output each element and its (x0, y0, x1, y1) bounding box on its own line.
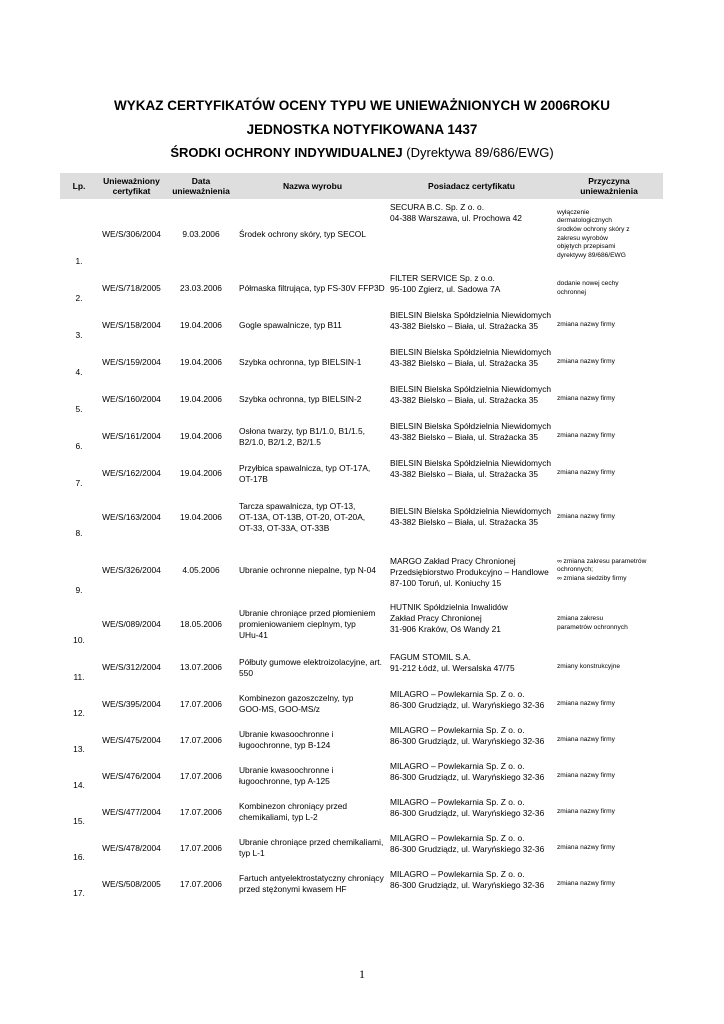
invalidation-date: 19.04.2006 (180, 357, 222, 367)
certificate-holder-line: MILAGRO – Powlekarnia Sp. Z o. o. (390, 725, 525, 735)
invalidation-reason (555, 830, 663, 866)
product-name-line: Półbuty gumowe elektroizolacyjne, art. (239, 656, 382, 667)
invalidation-reason (555, 722, 663, 758)
invalidation-date: 19.04.2006 (180, 394, 222, 404)
product-name (237, 418, 388, 455)
certificate-holder-line: BIELSIN Bielska Spółdzielnia Niewidomych (390, 458, 552, 468)
certificate-holder (388, 866, 555, 902)
certificate-number: WE/S/475/2004 (102, 734, 161, 745)
certificate-number: WE/S/162/2004 (102, 468, 161, 478)
certificate-holder-line: MILAGRO – Powlekarnia Sp. Z o. o. (390, 797, 525, 807)
certificate-holder (388, 542, 555, 599)
product-name-line: Szybka ochronna, typ BIELSIN-1 (239, 357, 362, 367)
row-number: 17. (73, 888, 85, 898)
certificate-holder (388, 344, 555, 381)
invalidation-reason (555, 307, 663, 344)
table-row (60, 418, 663, 455)
table-row (60, 381, 663, 418)
certificate-holder (388, 199, 555, 270)
table-row (60, 599, 663, 649)
certificate-holder-line: SECURA B.C. Sp. Z o. o. (390, 202, 485, 212)
certificate-holder-line: BIELSIN Bielska Spółdzielnia Niewidomych (390, 506, 552, 516)
row-number: 3. (75, 330, 83, 340)
product-name (237, 866, 388, 902)
invalidation-reason-line: dyrektywy 89/686/EWG (557, 251, 626, 259)
table-body (60, 199, 663, 902)
invalidation-reason-line: zmiana nazwy firmy (557, 321, 615, 329)
product-name-line: Ubranie kwasoochronne i (239, 729, 334, 739)
invalidation-reason-line: objętych przepisami (557, 243, 616, 251)
certificate-number: WE/S/161/2004 (102, 431, 161, 441)
certificate-number: WE/S/089/2004 (102, 618, 161, 629)
certificate-holder-line: HUTNIK Spółdzielnia Inwalidów (390, 602, 508, 612)
invalidation-reason-line: zmiana nazwy firmy (557, 469, 615, 477)
certificate-holder-line: 31-906 Kraków, Oś Wandy 21 (390, 624, 501, 634)
certificate-number: WE/S/395/2004 (102, 698, 161, 709)
row-number: 4. (75, 367, 83, 377)
row-number: 14. (73, 780, 85, 790)
invalidation-reason (555, 542, 663, 599)
invalidation-reason-line: ochronnej (557, 288, 586, 296)
row-number: 13. (73, 744, 85, 754)
certificate-holder-line: BIELSIN Bielska Spółdzielnia Niewidomych (390, 421, 552, 431)
certificate-holder-line: 43-382 Bielsko – Biała, ul. Strażacka 35 (390, 517, 539, 527)
certificate-holder-line: Zakład Pracy Chronionej (390, 613, 482, 623)
invalidation-reason-line: zmiana zakresu (557, 615, 604, 623)
product-name (237, 381, 388, 418)
invalidation-date: 19.04.2006 (180, 468, 222, 478)
certificate-number: WE/S/159/2004 (102, 357, 161, 367)
invalidation-date: 17.07.2006 (180, 842, 222, 853)
certificate-holder-line (390, 495, 553, 506)
invalidation-date: 13.07.2006 (180, 662, 222, 672)
certificate-holder-line: MILAGRO – Powlekarnia Sp. Z o. o. (390, 869, 525, 879)
document-subtitle: JEDNOSTKA NOTYFIKOWANA 1437 (246, 122, 478, 137)
product-name-line: promieniowaniem cieplnym, typ (239, 618, 356, 629)
column-header-date-line2: unieważnienia (172, 186, 230, 196)
certificate-holder-line: 86-300 Grudziądz, ul. Waryńskiego 32-36 (390, 880, 545, 890)
table-header-row (60, 173, 663, 199)
certificate-holder-line: FILTER SERVICE Sp. z o.o. (390, 273, 495, 283)
certificate-holder (388, 830, 555, 866)
certificate-holder-line: 86-300 Grudziądz, ul. Waryńskiego 32-36 (390, 700, 545, 710)
invalidation-reason (555, 455, 663, 492)
product-name (237, 542, 388, 599)
certificate-holder-line: BIELSIN Bielska Spółdzielnia Niewidomych (390, 347, 552, 357)
certificate-number: WE/S/306/2004 (102, 229, 161, 239)
invalidation-date: 17.07.2006 (180, 698, 222, 709)
product-name-line: Osłona twarzy, typ B1/1.0, B1/1.5, (239, 425, 365, 436)
certificate-holder-line: MARGO Zakład Pracy Chronionej (390, 556, 516, 566)
product-name-line: ługoochronne, typ A-125 (239, 776, 330, 786)
product-name (237, 722, 388, 758)
invalidation-reason-line: zmiana nazwy firmy (557, 699, 615, 707)
row-number: 5. (75, 404, 83, 414)
certificate-holder-line: 91-212 Łódź, ul. Wersalska 47/75 (390, 663, 515, 673)
invalidation-reason (555, 418, 663, 455)
product-name-line: Półmaska filtrująca, typ FS-30V FFP3D (239, 283, 385, 293)
invalidation-reason (555, 758, 663, 794)
table-row (60, 794, 663, 830)
row-number: 9. (75, 585, 83, 595)
certificate-holder (388, 418, 555, 455)
invalidation-reason (555, 794, 663, 830)
invalidation-reason-line: zmiana nazwy firmy (557, 358, 615, 366)
product-name-line: ługoochronne, typ B-124 (239, 740, 331, 750)
certificate-holder (388, 307, 555, 344)
column-header-product-name: Nazwa wyrobu (237, 173, 388, 199)
certificate-holder-line: 04-388 Warszawa, ul. Prochowa 42 (390, 213, 522, 223)
product-name (237, 199, 388, 270)
table-row (60, 830, 663, 866)
certificate-number: WE/S/326/2004 (102, 565, 161, 575)
invalidation-reason-line: zmiana nazwy firmy (557, 512, 615, 520)
invalidation-date: 23.03.2006 (180, 283, 222, 293)
invalidation-reason-line: wyłączenie (557, 208, 590, 216)
certificate-holder-line: Przedsiębiorstwo Produkcyjno – Handlowe (390, 567, 549, 577)
product-name (237, 686, 388, 722)
table-row (60, 270, 663, 307)
table-row (60, 307, 663, 344)
column-header-certificate (98, 173, 165, 199)
product-name (237, 649, 388, 686)
invalidation-date: 17.07.2006 (180, 770, 222, 781)
product-name (237, 270, 388, 307)
product-name (237, 492, 388, 542)
column-header-reason-line2: unieważnienia (580, 186, 638, 196)
invalidation-date: 17.07.2006 (180, 878, 222, 889)
certificate-holder (388, 722, 555, 758)
invalidation-reason-line: ∞ zmiana siedziby firmy (557, 574, 627, 582)
product-name-line: typ L-1 (239, 848, 265, 858)
certificate-holder-line: 86-300 Grudziądz, ul. Waryńskiego 32-36 (390, 772, 545, 782)
certificate-holder-line: 43-382 Bielsko – Biała, ul. Strażacka 35 (390, 395, 539, 405)
product-name-line: Kombinezon gazoszczelny, typ (239, 693, 354, 703)
invalidation-date: 19.04.2006 (180, 431, 222, 441)
invalidation-reason-line: parametrów ochronnych (557, 624, 628, 631)
certificate-holder (388, 649, 555, 686)
invalidation-reason-line: zakresu wyrobów (557, 234, 608, 242)
certificate-holder-line: BIELSIN Bielska Spółdzielnia Niewidomych (390, 384, 552, 394)
certificate-number: WE/S/718/2005 (102, 283, 161, 293)
row-number: 2. (75, 293, 83, 303)
certificate-holder (388, 758, 555, 794)
column-header-date (165, 173, 237, 199)
table-row (60, 649, 663, 686)
invalidation-reason (555, 199, 663, 270)
invalidation-reason (555, 381, 663, 418)
product-name-line: Ubranie kwasoochronne i (239, 765, 334, 775)
invalidation-reason-line: środków ochrony skóry z (557, 225, 630, 233)
certificate-holder-line: 43-382 Bielsko – Biała, ul. Strażacka 35 (390, 469, 539, 479)
product-name-line: Przyłbica spawalnicza, typ OT-17A, (239, 462, 371, 473)
certificate-holder (388, 686, 555, 722)
document-title: WYKAZ CERTYFIKATÓW OCENY TYPU WE UNIEWAŻNIONYCH W 2006ROKU (113, 98, 611, 113)
table-row (60, 199, 663, 270)
certificate-holder-line: 43-382 Bielsko – Biała, ul. Strażacka 35 (390, 358, 539, 368)
invalidation-date: 9.03.2006 (182, 229, 220, 239)
document-section-title (0, 145, 724, 160)
product-name-line: Ubranie chroniące przed chemikaliami, (239, 837, 384, 847)
certificate-number: WE/S/476/2004 (102, 770, 161, 781)
row-number: 11. (73, 672, 85, 682)
invalidation-date: 17.07.2006 (180, 734, 222, 745)
certificate-holder-line: MILAGRO – Powlekarnia Sp. Z o. o. (390, 761, 525, 771)
column-header-holder: Posiadacz certyfikatu (388, 173, 555, 199)
invalidation-reason (555, 686, 663, 722)
certificate-holder (388, 381, 555, 418)
product-name-line: GOO-MS, GOO-MS/z (239, 704, 320, 714)
product-name-line: OT-17B (239, 473, 268, 484)
product-name-line: OT-33, OT-33A, OT-33B (239, 522, 330, 533)
row-number: 16. (73, 852, 85, 862)
certificate-number: WE/S/508/2005 (102, 878, 161, 889)
certificate-number: WE/S/158/2004 (102, 320, 161, 330)
product-name-line: Ubranie ochronne niepalne, typ N-04 (239, 565, 376, 575)
certificate-holder (388, 455, 555, 492)
page-number: 1 (359, 967, 365, 981)
product-name-line: Fartuch antyelektrostatyczny chroniący (239, 873, 384, 883)
product-name (237, 344, 388, 381)
certificate-holder-line (390, 545, 553, 556)
invalidation-reason (555, 599, 663, 649)
product-name-line: Ubranie chroniące przed płomieniem (239, 607, 376, 618)
certificate-holder-line: 87-100 Toruń, ul. Koniuchy 15 (390, 578, 502, 588)
table-row (60, 686, 663, 722)
invalidation-date: 17.07.2006 (180, 806, 222, 817)
column-header-reason-line1: Przyczyna (588, 176, 630, 186)
invalidation-date: 4.05.2006 (182, 565, 220, 575)
invalidation-reason (555, 270, 663, 307)
product-name (237, 307, 388, 344)
column-header-reason (555, 173, 663, 199)
product-name-line: OT-13A, OT-13B, OT-20, OT-20A, (239, 511, 366, 522)
row-number: 1. (75, 256, 83, 266)
certificate-holder (388, 599, 555, 649)
product-name-line: UHu-41 (239, 629, 268, 640)
certificate-holder-line: 43-382 Bielsko – Biała, ul. Strażacka 35 (390, 432, 539, 442)
column-header-lp: Lp. (60, 173, 98, 199)
row-number: 6. (75, 441, 83, 451)
table-row (60, 455, 663, 492)
certificate-holder-line: MILAGRO – Powlekarnia Sp. Z o. o. (390, 689, 525, 699)
certificates-table (60, 173, 663, 902)
invalidation-date: 19.04.2006 (180, 511, 222, 522)
product-name (237, 455, 388, 492)
certificate-number: WE/S/163/2004 (102, 511, 161, 522)
table-row (60, 344, 663, 381)
product-name (237, 794, 388, 830)
invalidation-reason-line: zmiana nazwy firmy (557, 432, 615, 440)
invalidation-reason-line: zmiana nazwy firmy (557, 395, 615, 403)
certificate-holder (388, 794, 555, 830)
certificate-number: WE/S/160/2004 (102, 394, 161, 404)
invalidation-reason-line: zmiana nazwy firmy (557, 771, 615, 779)
certificate-holder-line: 86-300 Grudziądz, ul. Waryńskiego 32-36 (390, 844, 545, 854)
certificate-holder-line: 95-100 Zgierz, ul. Sadowa 7A (390, 284, 501, 294)
invalidation-reason-line: dermatologicznych (557, 217, 612, 225)
certificate-number: WE/S/478/2004 (102, 842, 161, 853)
product-name (237, 758, 388, 794)
row-number: 7. (75, 478, 83, 488)
table-row (60, 722, 663, 758)
invalidation-reason-line: zmiany konstrukcyjne (557, 663, 621, 671)
row-number: 10. (73, 635, 85, 645)
invalidation-reason (555, 866, 663, 902)
product-name-line: chemikaliami, typ L-2 (239, 812, 318, 822)
certificate-holder-line: 43-382 Bielsko – Biała, ul. Strażacka 35 (390, 321, 539, 331)
invalidation-reason-line: dodanie nowej cechy (557, 279, 619, 287)
column-header-date-line1: Data (191, 176, 211, 186)
certificate-holder-line: BIELSIN Bielska Spółdzielnia Niewidomych (390, 310, 552, 320)
invalidation-reason-line: zmiana nazwy firmy (557, 735, 615, 743)
invalidation-reason-line: zmiana nazwy firmy (557, 879, 615, 887)
product-name-line: Tarcza spawalnicza, typ OT-13, (239, 500, 356, 511)
table-row (60, 758, 663, 794)
invalidation-reason-line: ∞ zmiana zakresu parametrów ochronnych; (557, 557, 647, 574)
row-number: 8. (75, 528, 83, 538)
invalidation-reason (555, 344, 663, 381)
column-header-certificate-line2: certyfikat (112, 186, 151, 196)
invalidation-date: 19.04.2006 (180, 320, 222, 330)
invalidation-reason (555, 492, 663, 542)
certificate-holder-line: MILAGRO – Powlekarnia Sp. Z o. o. (390, 833, 525, 843)
certificate-number: WE/S/477/2004 (102, 806, 161, 817)
section-title-bold: ŚRODKI OCHRONY INDYWIDUALNEJ (170, 145, 403, 160)
section-title-directive: (Dyrektywa 89/686/EWG) (402, 145, 554, 160)
product-name-line: Środek ochrony skóry, typ SECOL (239, 229, 366, 239)
row-number: 12. (73, 708, 85, 718)
certificate-holder (388, 270, 555, 307)
product-name-line: przed stężonymi kwasem HF (239, 884, 347, 894)
invalidation-reason-line: zmiana nazwy firmy (557, 843, 615, 851)
product-name-line: 550 (239, 667, 253, 678)
certificate-holder-line: FAGUM STOMIL S.A. (390, 652, 471, 662)
certificate-holder-line: 86-300 Grudziądz, ul. Waryńskiego 32-36 (390, 808, 545, 818)
invalidation-reason (555, 649, 663, 686)
certificate-number: WE/S/312/2004 (102, 662, 161, 672)
row-number: 15. (73, 816, 85, 826)
table-row (60, 492, 663, 542)
product-name-line: Szybka ochronna, typ BIELSIN-2 (239, 394, 362, 404)
product-name-line: Gogle spawalnicze, typ B11 (239, 320, 342, 330)
table-row (60, 542, 663, 599)
invalidation-date: 18.05.2006 (180, 618, 222, 629)
product-name-line: B2/1.0, B2/1.2, B2/1.5 (239, 436, 321, 447)
product-name-line: Kombinezon chroniący przed (239, 801, 348, 811)
certificate-holder-line: 86-300 Grudziądz, ul. Waryńskiego 32-36 (390, 736, 545, 746)
product-name (237, 599, 388, 649)
table-row (60, 866, 663, 902)
invalidation-reason-line: zmiana nazwy firmy (557, 807, 615, 815)
product-name (237, 830, 388, 866)
certificate-holder (388, 492, 555, 542)
column-header-certificate-line1: Unieważniony (103, 176, 160, 186)
